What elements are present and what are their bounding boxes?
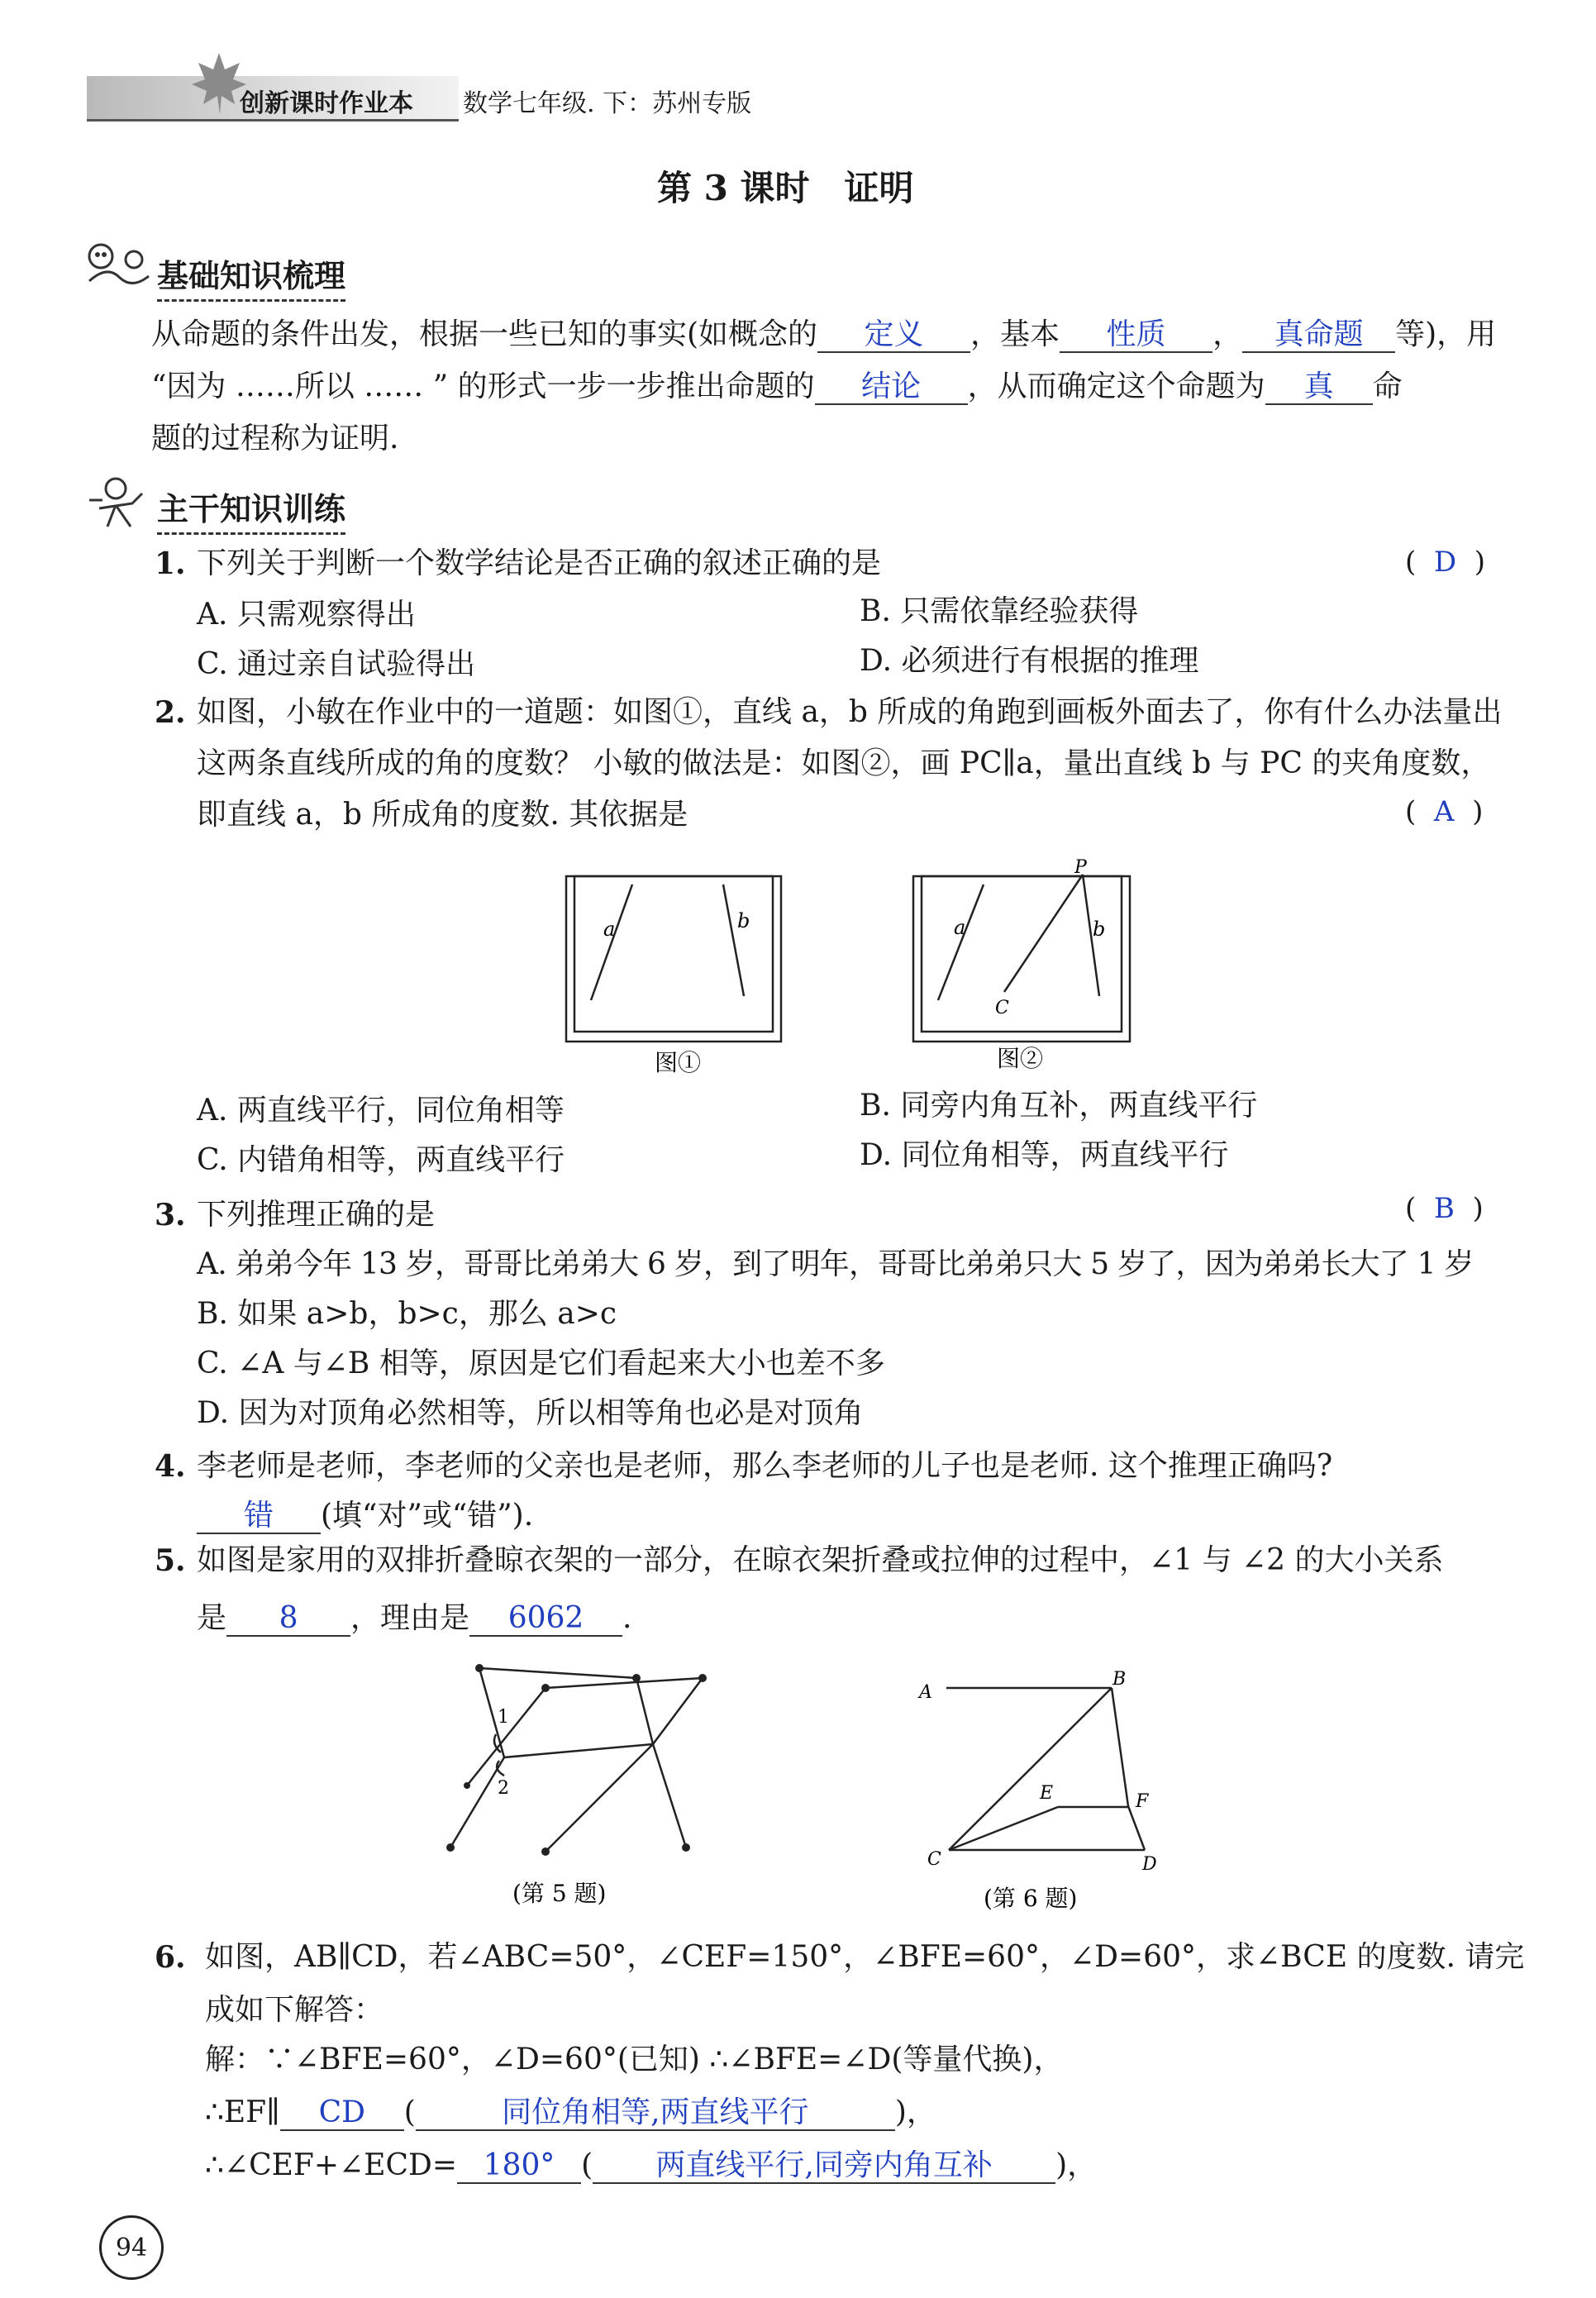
basics-line-2 bbox=[151, 369, 1403, 405]
q2-number: 2. bbox=[155, 695, 186, 730]
fig6-label-b: B bbox=[1112, 1669, 1127, 1690]
q6-solution-line-1: 解：∵∠BFE=60°，∠D=60°(已知) ∴∠BFE=∠D(等量代换)， bbox=[205, 2043, 1064, 2076]
basics-line-1 bbox=[151, 317, 1496, 353]
answer-true: 真 bbox=[1265, 370, 1373, 405]
fig6-label-e: E bbox=[1040, 1783, 1054, 1804]
fig6-label-f: F bbox=[1136, 1791, 1149, 1812]
q1-option-c: C. 通过亲自试验得出 bbox=[197, 647, 476, 681]
q6-solution-line-3 bbox=[205, 2148, 1097, 2184]
text: )， bbox=[1055, 2148, 1098, 2182]
q6-answer-reason-2: 两直线平行,同旁内角互补 bbox=[593, 2149, 1055, 2184]
fig5-angle-label-1: 1 bbox=[498, 1707, 509, 1728]
text: (填“对”或“错”). bbox=[321, 1499, 534, 1533]
q1-answer: D bbox=[1433, 546, 1457, 579]
text: ∴EF∥ bbox=[205, 2095, 280, 2129]
fig5-drying-rack bbox=[430, 1653, 752, 1926]
q1-number: 1. bbox=[155, 546, 186, 581]
q3-option-c: C. ∠A 与∠B 相等，原因是它们看起来大小也差不多 bbox=[197, 1347, 885, 1380]
q2-fig2-label-p: P bbox=[1074, 857, 1087, 878]
fig6-label-d: D bbox=[1142, 1854, 1157, 1875]
section-heading-training: 主干知识训练 bbox=[157, 484, 345, 535]
page-title: 第 3 课时 证明 bbox=[657, 168, 914, 208]
q2-option-a: A. 两直线平行，同位角相等 bbox=[197, 1094, 565, 1128]
text: ， bbox=[1212, 317, 1243, 351]
answer-true-proposition: 真命题 bbox=[1242, 318, 1395, 353]
q1-stem: 下列关于判断一个数学结论是否正确的叙述正确的是 bbox=[197, 546, 882, 580]
q2-fig1-label-b: b bbox=[737, 909, 750, 932]
header-subtitle: 数学七年级. 下：苏州专版 bbox=[463, 89, 752, 118]
q5-answer-relation: 8 bbox=[226, 1602, 350, 1637]
q1-option-d: D. 必须进行有根据的推理 bbox=[860, 644, 1199, 678]
q6-number: 6. bbox=[155, 1940, 186, 1975]
q4-answer: 错 bbox=[197, 1499, 321, 1534]
q3-option-d: D. 因为对顶角必然相等，所以相等角也必是对顶角 bbox=[197, 1396, 864, 1430]
text: ( bbox=[403, 2095, 416, 2129]
q6-solution-line-2 bbox=[205, 2095, 936, 2131]
q2-fig2-label-a: a bbox=[954, 916, 966, 939]
header-brand: 创新课时作业本 bbox=[240, 89, 413, 118]
q2-figures bbox=[554, 857, 1149, 1083]
q1-answer-paren: ( D ) bbox=[1405, 546, 1486, 579]
section-heading-basics: 基础知识梳理 bbox=[157, 250, 345, 302]
basics-line-3: 题的过程称为证明. bbox=[151, 422, 399, 455]
text: ，基本 bbox=[970, 317, 1060, 351]
q3-option-b: B. 如果 a>b，b>c，那么 a>c bbox=[197, 1297, 617, 1331]
q6-answer-reason-1: 同位角相等,两直线平行 bbox=[416, 2096, 895, 2131]
q2-stem-line-1: 如图，小敏在作业中的一道题：如图①，直线 a，b 所成的角跑到画板外面去了，你有什么办法量出 bbox=[197, 695, 1503, 729]
q2-stem-line-3: 即直线 a，b 所成角的度数. 其依据是 bbox=[197, 798, 688, 832]
q6-stem-line-1: 如图，AB∥CD，若∠ABC=50°，∠CEF=150°，∠BFE=60°，∠D=60°，求∠BCE 的度数. 请完 bbox=[205, 1940, 1525, 1974]
q5-answer-reason: 6062 bbox=[469, 1602, 622, 1637]
q2-fig1-label-a: a bbox=[603, 918, 616, 941]
q2-fig2-label-c: C bbox=[995, 998, 1009, 1018]
q2-option-d: D. 同位角相等，两直线平行 bbox=[860, 1138, 1229, 1172]
fig6-caption: (第 6 题) bbox=[984, 1885, 1078, 1912]
q5-number: 5. bbox=[155, 1543, 186, 1578]
q4-number: 4. bbox=[155, 1449, 186, 1484]
text: ∴∠CEF+∠ECD= bbox=[205, 2148, 458, 2182]
text: 命 bbox=[1372, 369, 1403, 403]
text: . bbox=[622, 1601, 632, 1635]
text: 是 bbox=[197, 1601, 227, 1635]
fig5-caption: (第 5 题) bbox=[512, 1880, 607, 1907]
q6-answer-cd: CD bbox=[280, 2096, 404, 2131]
q2-option-c: C. 内错角相等，两直线平行 bbox=[197, 1143, 565, 1177]
q3-answer-paren: ( B ) bbox=[1405, 1192, 1484, 1225]
q3-option-a: A. 弟弟今年 13 岁，哥哥比弟弟大 6 岁，到了明年，哥哥比弟弟只大 5 岁了，因为弟弟长大了 1 岁 bbox=[197, 1247, 1474, 1281]
q2-answer: A bbox=[1433, 795, 1455, 828]
q2-option-b: B. 同旁内角互补，两直线平行 bbox=[860, 1089, 1258, 1123]
fig6-parallel-lines bbox=[901, 1662, 1198, 1926]
answer-conclusion: 结论 bbox=[815, 370, 968, 405]
section-mascot-runner-icon bbox=[83, 475, 153, 533]
q6-stem-line-2: 成如下解答： bbox=[205, 1993, 384, 2027]
q3-stem: 下列推理正确的是 bbox=[197, 1198, 436, 1232]
fig5-angle-label-2: 2 bbox=[498, 1778, 509, 1799]
page-number: 94 bbox=[99, 2215, 164, 2280]
q5-stem-line-1: 如图是家用的双排折叠晾衣架的一部分，在晾衣架折叠或拉伸的过程中，∠1 与 ∠2 的大小关系 bbox=[197, 1543, 1444, 1577]
text: 等)，用 bbox=[1395, 317, 1497, 351]
q4-stem-line-1: 李老师是老师，李老师的父亲也是老师，那么李老师的儿子也是老师. 这个推理正确吗? bbox=[197, 1449, 1333, 1483]
q1-option-a: A. 只需观察得出 bbox=[197, 598, 416, 632]
text: ( bbox=[581, 2148, 593, 2182]
text: “因为 ……所以 …… ” 的形式一步一步推出命题的 bbox=[151, 369, 815, 403]
q4-stem-line-2 bbox=[197, 1498, 533, 1534]
text: ，从而确定这个命题为 bbox=[967, 369, 1265, 403]
q2-fig2-caption: 图② bbox=[997, 1045, 1044, 1072]
q2-answer-paren: ( A ) bbox=[1405, 795, 1484, 828]
q1-option-b: B. 只需依靠经验获得 bbox=[860, 594, 1139, 628]
q5-stem-line-2 bbox=[197, 1600, 631, 1637]
fig6-label-c: C bbox=[927, 1849, 941, 1870]
text: ，理由是 bbox=[350, 1601, 470, 1635]
q3-answer: B bbox=[1433, 1192, 1455, 1225]
q2-fig1-caption: 图① bbox=[655, 1049, 702, 1076]
fig6-label-a: A bbox=[919, 1682, 932, 1703]
section-mascot-icon bbox=[83, 240, 153, 298]
q2-stem-line-2: 这两条直线所成的角的度数？ 小敏的做法是：如图②，画 PC∥a，量出直线 b 与 PC 的夹角度数， bbox=[197, 746, 1491, 780]
q2-figure-2 bbox=[913, 875, 1130, 1042]
answer-property: 性质 bbox=[1060, 318, 1212, 353]
q2-fig2-label-b: b bbox=[1093, 918, 1106, 941]
text: )， bbox=[894, 2095, 936, 2129]
q6-answer-180: 180° bbox=[457, 2149, 581, 2184]
text: 从命题的条件出发，根据一些已知的事实(如概念的 bbox=[151, 317, 818, 351]
answer-definition: 定义 bbox=[817, 318, 970, 353]
q3-number: 3. bbox=[155, 1198, 186, 1232]
q2-figure-1 bbox=[566, 876, 781, 1042]
